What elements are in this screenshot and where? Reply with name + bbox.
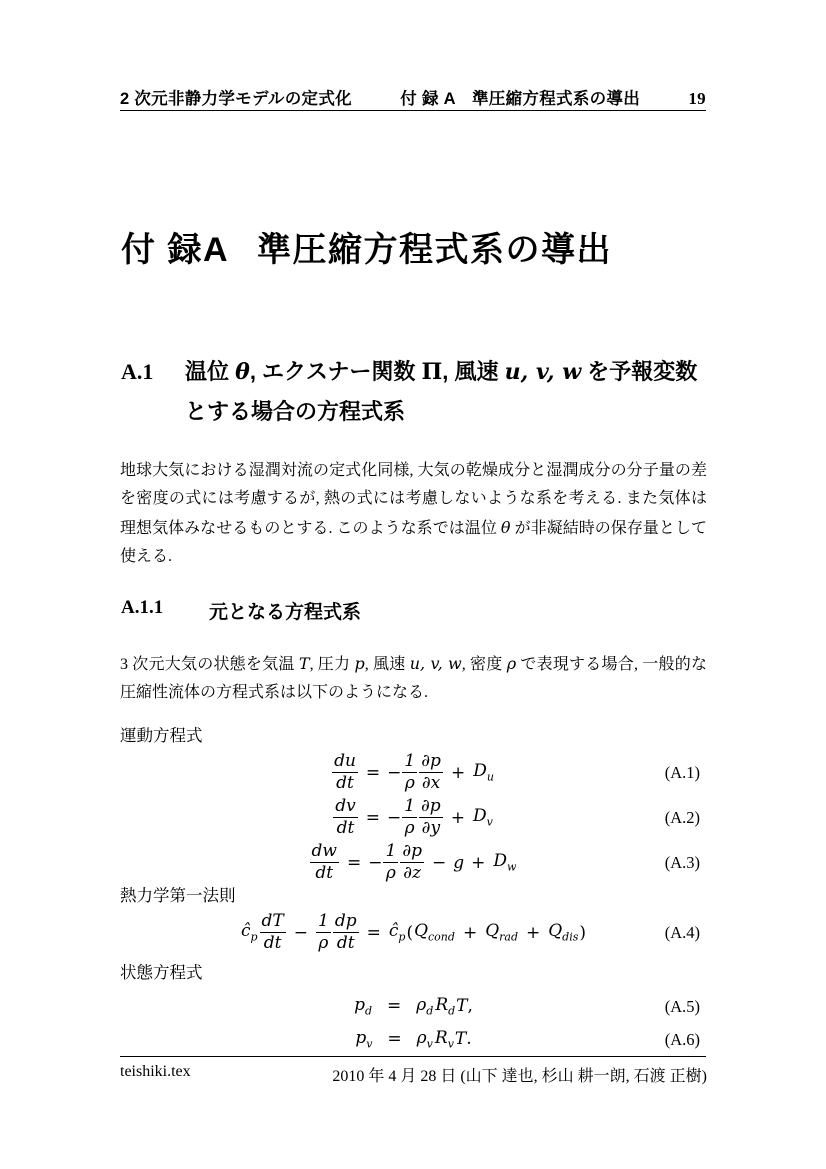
chapter-title: 準圧縮方程式系の導出 [257,231,612,269]
fraction-numerator: dw [310,842,339,863]
subsection-heading [121,597,711,624]
section-number: A.1 [121,359,154,384]
fraction-denominator: ∂x [421,773,441,793]
subscripted-variable [354,995,372,1017]
fraction-numerator: dT [260,912,286,933]
equation-body [353,995,473,1017]
variable-base: D [472,806,487,827]
operator: + [450,807,465,828]
variable-base: Q [548,921,563,942]
fraction-numerator: 1 [402,797,417,818]
subscripted-variable [416,995,433,1017]
math-symbol: − [387,762,402,783]
fraction [400,842,424,883]
equation-group-label: 熱力学第一法則 [120,886,236,905]
variable-base: ρ [416,1028,427,1049]
fraction-numerator: 1 [316,912,331,933]
variable-subscript: p [398,930,406,944]
subscripted-variable [241,921,258,943]
fraction-numerator: ∂p [419,797,443,818]
fraction-denominator: dt [315,863,334,883]
fraction-denominator: ρ [404,773,415,793]
operator: = [366,922,381,943]
variable-subscript: d [448,1004,456,1018]
fraction-denominator: ∂z [403,863,422,883]
fraction-numerator: ∂p [400,842,424,863]
fraction [383,842,398,883]
variable-subscript: v [447,1037,454,1051]
math-symbol: Π [421,359,443,385]
subscripted-variable [355,1028,372,1050]
variable-base: p [355,1028,367,1049]
math-symbol: θ [500,517,511,537]
subsection-title: 元となる方程式系 [209,602,362,623]
fraction-denominator: ρ [385,863,396,883]
equation-a4 [120,910,706,955]
equation-a3 [120,840,706,885]
body-paragraph [120,457,707,572]
operator: − [432,852,447,873]
equation-number: (A.4) [664,922,700,942]
fraction [402,752,417,793]
section-title [185,352,713,432]
fraction [260,912,286,953]
variable-base: R [434,1028,448,1049]
header-left-mark: 2 次元非静力学モデルの定式化 [120,90,352,108]
variable-base: D [473,761,487,782]
fraction [333,797,358,838]
operator: = [365,807,380,828]
text-run: 地球大気における湿潤対流の定式化同様, 大気の乾燥成分と湿潤成分の分子量の差を密度の式には考慮するが, 熱の式には考慮しないような系を考える. また気体は理想気体みなせるものとする. このような系では温位 [120,462,707,537]
operator: + [462,922,478,943]
fraction-denominator: dt [336,933,355,953]
operator: = [387,1029,402,1050]
operator: + [450,762,466,783]
fraction-numerator: dv [333,797,358,818]
page-footer [120,1063,707,1086]
subscripted-variable [435,995,455,1017]
equation-number: (A.1) [664,762,700,782]
footer-rule [120,1056,706,1057]
math-symbol: − [386,807,402,828]
equation-rows [120,991,706,1055]
text-run: , エクスナー関数 [249,359,422,384]
subscripted-variable [548,921,578,943]
variable-base: ρ [416,995,427,1016]
variable-subscript: w [507,860,517,874]
equation-group-thermodynamics [120,884,706,955]
equation-a6 [120,1024,706,1055]
fraction-numerator: dp [333,912,359,933]
footer-date-authors: 2010 年 4 月 28 日 (山下 達也, 杉山 耕一朗, 石渡 正樹) [332,1068,707,1085]
operator: + [471,852,486,873]
fraction-numerator: 1 [402,752,417,773]
subsection-number: A.1.1 [121,597,164,618]
equation-number: (A.2) [664,807,700,827]
text-run: , 風速 [442,359,505,384]
equation-body [240,912,586,953]
operator: − [293,922,309,943]
fraction [316,912,331,953]
text-run: 温位 [185,359,236,384]
variable-subscript: v [426,1037,433,1051]
variable: T [456,996,468,1017]
variable-base: Q [414,921,429,942]
text-run: , 圧力 [309,656,355,673]
text-run: で表現する場合, 一般的な圧縮性流体の方程式系は以下のようになる. [120,656,707,702]
footer-filename: teishiki.tex [120,1063,191,1080]
header-rule [120,110,706,111]
variable-subscript: cond [428,930,455,944]
math-symbol: T [298,654,310,673]
fraction-denominator: ρ [404,818,415,838]
subscripted-variable [414,921,455,943]
variable-subscript: u [486,770,494,784]
subscripted-variable [389,921,406,943]
page-number: 19 [688,89,706,108]
equation-number: (A.3) [664,852,700,872]
fraction-denominator: dt [263,933,282,953]
fraction [419,752,443,793]
subscripted-variable [473,761,494,783]
variable: g [453,852,465,873]
fraction-numerator: 1 [383,842,398,863]
math-symbol: − [368,852,383,873]
equation-group-label: 運動方程式 [120,726,203,745]
variable-base: D [493,851,508,872]
math-symbol: ) [579,922,587,943]
text-run: , 風速 [364,656,410,673]
math-symbol: p [354,654,365,673]
math-symbol: ρ [506,654,517,673]
equation-body [331,752,495,793]
subscripted-variable [435,1028,454,1050]
fraction [333,912,359,953]
math-symbol: . [466,1029,472,1050]
variable-base: p [354,995,365,1016]
equation-rows [120,910,706,955]
equation-group-state [120,961,706,1055]
equation-body [354,1028,471,1050]
text-run: を予報変数とする場合の方程式系 [185,359,698,424]
section-heading [121,352,713,432]
fraction [310,842,339,883]
variable-subscript: v [366,1037,373,1051]
text-run: 3 次元大気の状態を気温 [120,656,299,673]
equation-group-motion [120,724,706,885]
operator: = [387,996,402,1017]
fraction [419,797,443,838]
subscripted-variable [493,851,516,873]
variable-base: ĉ [388,921,399,942]
variable-subscript: d [426,1004,434,1018]
fraction-denominator: ρ [318,933,329,953]
math-symbol: u, v, w [409,654,462,673]
fraction [332,752,358,793]
equation-group-label: 状態方程式 [120,963,203,982]
variable-subscript: p [250,930,258,944]
math-symbol: ( [406,922,414,943]
variable-base: R [435,995,449,1016]
text-run: , 密度 [461,656,507,673]
equation-body [309,842,518,883]
operator: + [525,922,541,943]
header-chapter-mark: 付 録 A 準圧縮方程式系の導出 [400,90,641,108]
body-paragraph [120,650,707,708]
text-run: が非凝結時の保存量として使える. [120,519,707,566]
fraction-denominator: ∂y [421,818,441,838]
variable-subscript: d [364,1004,373,1018]
chapter-heading [121,222,711,271]
fraction-numerator: du [332,752,358,773]
subscripted-variable [485,921,518,943]
variable-subscript: v [486,815,493,829]
equation-number: (A.6) [664,1029,700,1049]
operator: = [365,762,381,783]
variable: T [454,1029,467,1050]
equation-number: (A.5) [664,996,700,1016]
chapter-label: 付 録A [121,231,229,269]
math-symbol: u, v, w [504,359,582,385]
fraction-denominator: dt [336,773,354,793]
fraction-numerator: ∂p [419,752,443,773]
math-symbol: , [467,996,473,1017]
variable-base: Q [485,921,500,942]
variable-base: ĉ [240,921,251,942]
running-header [120,85,706,109]
variable-subscript: dis [562,930,579,944]
fraction [402,797,417,838]
subscripted-variable [417,1028,433,1050]
fraction-denominator: dt [336,818,355,838]
equation-a1 [120,750,706,795]
math-symbol: θ [235,359,250,385]
operator: = [346,852,362,873]
variable-subscript: rad [499,930,518,944]
equation-rows [120,750,706,885]
equation-a5 [120,991,706,1022]
equation-a2 [120,795,706,840]
subscripted-variable [473,806,493,828]
equation-body [332,797,494,838]
